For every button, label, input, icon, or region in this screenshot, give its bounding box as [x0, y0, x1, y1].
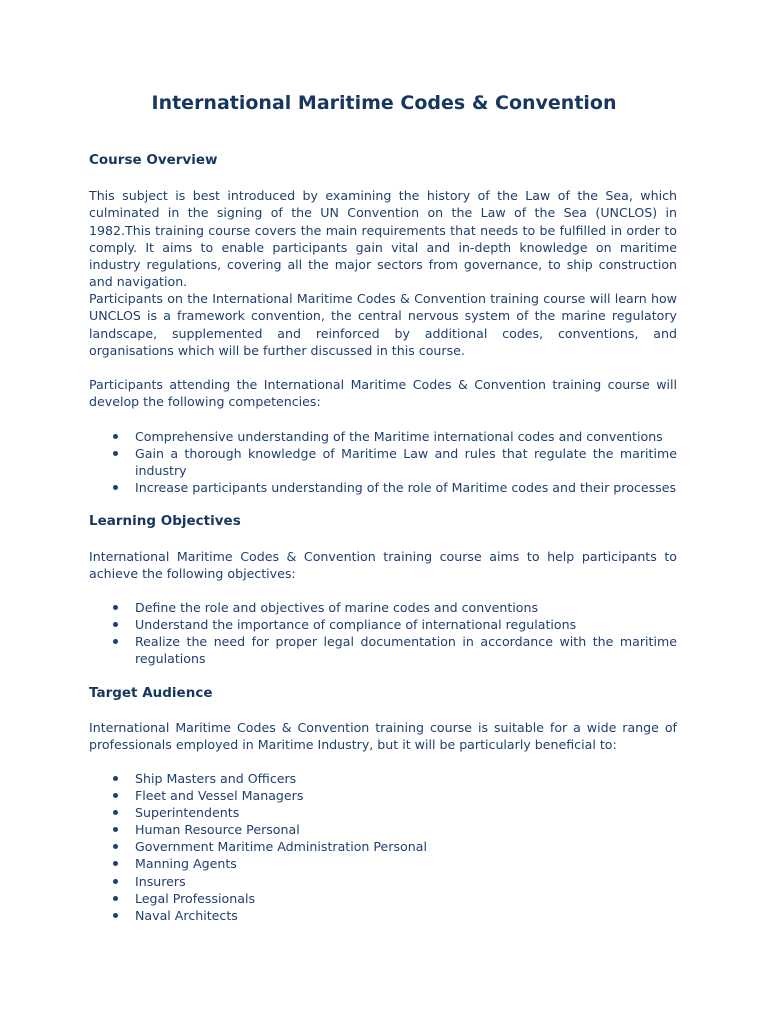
list-item-text: Superintendents	[135, 805, 240, 821]
objectives-list	[89, 599, 677, 667]
list-item	[89, 479, 677, 496]
list-item	[89, 855, 677, 872]
overview-paragraph-2: Participants on the International Maritime Codes & Convention training course will learn how UNCLOS is a framework convention, the central nervous system of the marine regulatory landscape, supplemented and reinforced by additional codes, conventions, and organisations which will be further discussed in this course.	[89, 291, 677, 358]
list-item	[89, 821, 677, 838]
list-item-text: Gain a thorough knowledge of Maritime Law and rules that regulate the maritime industry	[135, 446, 677, 479]
list-item-text: Manning Agents	[135, 856, 237, 872]
list-item	[89, 838, 677, 855]
bullet-icon	[113, 879, 118, 884]
list-item	[89, 907, 677, 924]
bullet-icon	[113, 451, 118, 456]
competencies-list	[89, 428, 677, 496]
bullet-icon	[113, 896, 118, 901]
objectives-intro: International Maritime Codes & Convention training course aims to help participants to achieve the following objectives:	[89, 549, 677, 582]
document-title: International Maritime Codes & Convention	[151, 92, 617, 114]
bullet-icon	[113, 844, 118, 849]
bullet-icon	[113, 776, 118, 781]
bullet-icon	[113, 793, 118, 798]
list-item	[89, 633, 677, 667]
bullet-icon	[113, 913, 118, 918]
list-item	[89, 890, 677, 907]
overview-paragraph-3: Participants attending the International Maritime Codes & Convention training course will develop the following competencies:	[89, 377, 677, 410]
bullet-icon	[113, 434, 118, 439]
target-audience-heading: Target Audience	[89, 685, 213, 701]
list-item-text: Legal Professionals	[135, 890, 256, 906]
list-item-text: Define the role and objectives of marine codes and conventions	[135, 600, 539, 615]
list-item-text: Ship Masters and Officers	[135, 771, 297, 786]
list-item	[89, 599, 677, 616]
bullet-icon	[113, 639, 118, 644]
list-item-text: Government Maritime Administration Personal	[135, 839, 427, 855]
list-item-text: Comprehensive understanding of the Maritime international codes and conventions	[135, 429, 663, 444]
list-item	[89, 770, 677, 787]
list-item	[89, 873, 677, 890]
bullet-icon	[113, 605, 118, 610]
list-item	[89, 428, 677, 445]
list-item	[89, 787, 677, 804]
audience-list	[89, 770, 677, 924]
list-item-text: Understand the importance of compliance of international regulations	[135, 617, 577, 633]
bullet-icon	[113, 861, 118, 866]
overview-paragraph-1: This subject is best introduced by examining the history of the Law of the Sea, which culminated in the signing of the UN Convention on the Law of the Sea (UNCLOS) in 1982.This training course covers the main requirements that needs to be fulfilled in order to comply. It aims to enable participants gain vital and in-depth knowledge on maritime industry regulations, covering all the major sectors from governance, to ship construction and navigation.	[89, 188, 677, 290]
learning-objectives-heading: Learning Objectives	[89, 513, 241, 529]
list-item-text: Insurers	[135, 873, 186, 889]
list-item-text: Increase participants understanding of the role of Maritime codes and their processes	[135, 480, 677, 496]
list-item-text: Fleet and Vessel Managers	[135, 788, 304, 804]
list-item-text: Human Resource Personal	[135, 822, 300, 838]
list-item-text: Naval Architects	[135, 907, 238, 923]
list-item	[89, 616, 677, 633]
list-item	[89, 804, 677, 821]
bullet-icon	[113, 485, 118, 490]
bullet-icon	[113, 827, 118, 832]
bullet-icon	[113, 622, 118, 627]
audience-intro: International Maritime Codes & Convention training course is suitable for a wide range of professionals employed in Maritime Industry, but it will be particularly beneficial to:	[89, 720, 677, 753]
bullet-icon	[113, 810, 118, 815]
course-overview-heading: Course Overview	[89, 152, 218, 168]
list-item	[89, 445, 677, 479]
list-item-text: Realize the need for proper legal documentation in accordance with the maritime regulations	[135, 634, 677, 667]
